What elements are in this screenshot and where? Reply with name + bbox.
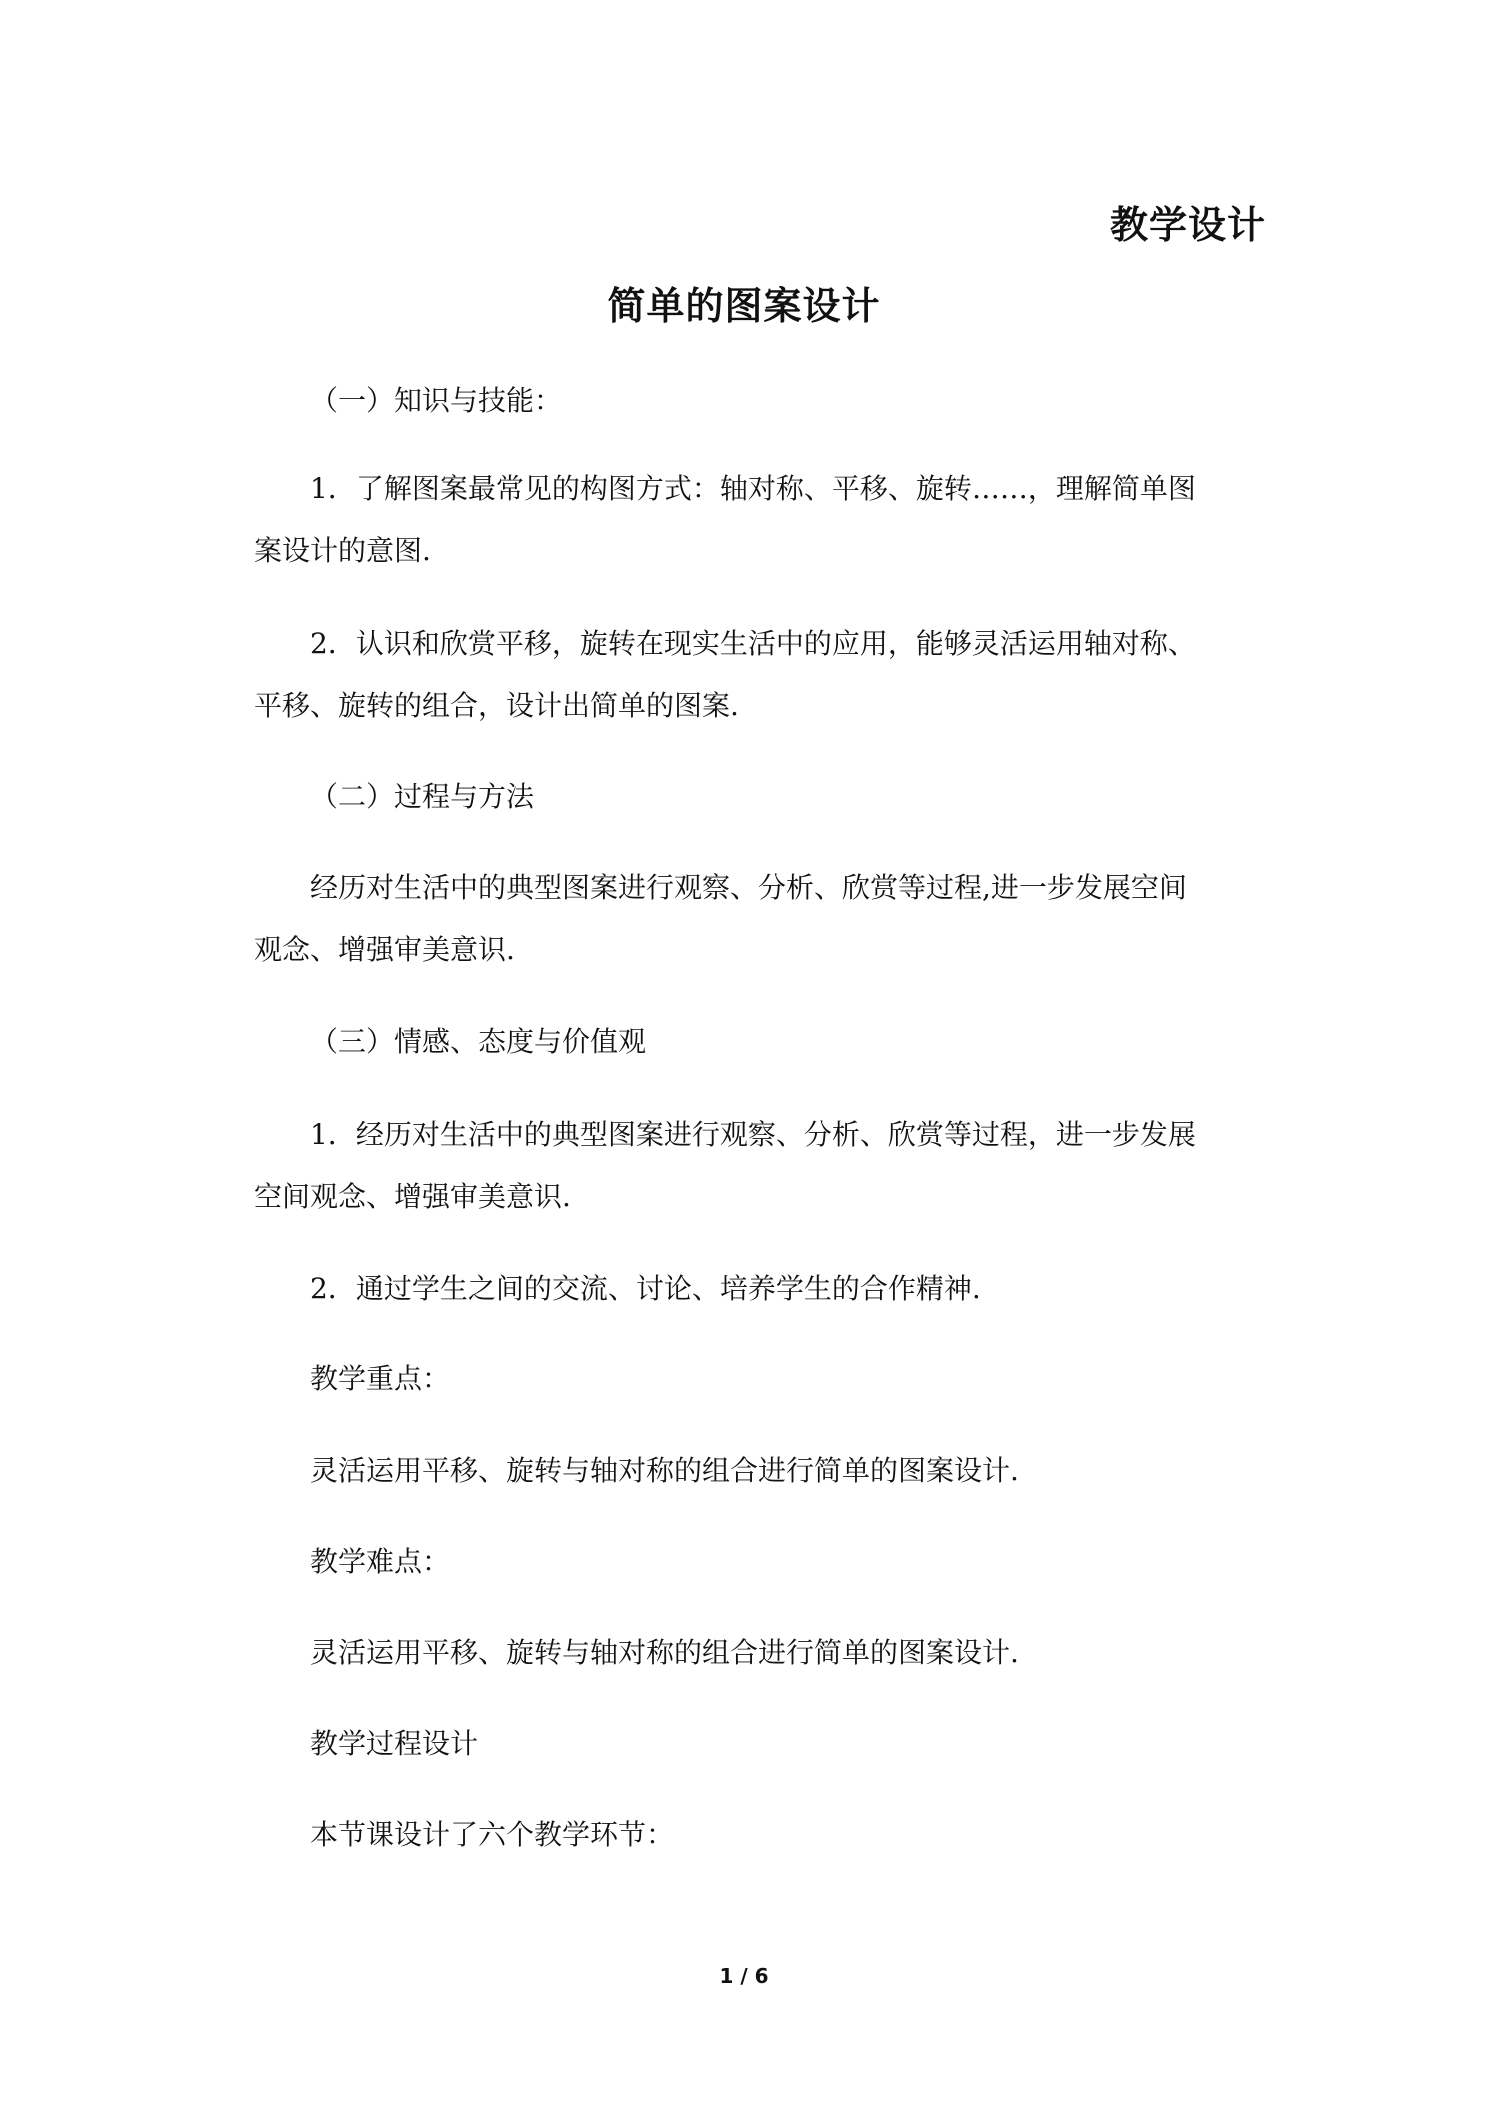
- paragraph-line: 经历对生活中的典型图案进行观察、分析、欣赏等过程,进一步发展空间: [310, 871, 1187, 904]
- process-text: 本节课设计了六个教学环节：: [310, 1818, 675, 1851]
- paragraph-line: 1．经历对生活中的典型图案进行观察、分析、欣赏等过程，进一步发展: [310, 1118, 1196, 1151]
- page-title: 简单的图案设计: [607, 284, 881, 328]
- doc-type-heading: 教学设计: [1109, 203, 1266, 247]
- section-heading-attitude: （三）情感、态度与价值观: [310, 1025, 647, 1058]
- page-number: 1 / 6: [719, 1964, 769, 1988]
- paragraph-line: 1．了解图案最常见的构图方式：轴对称、平移、旋转……，理解简单图: [310, 472, 1196, 505]
- paragraph-line: 2．通过学生之间的交流、讨论、培养学生的合作精神.: [310, 1272, 981, 1305]
- section-heading-knowledge: （一）知识与技能：: [310, 384, 563, 417]
- difficulty-label: 教学难点：: [310, 1545, 451, 1578]
- paragraph-line: 平移、旋转的组合，设计出简单的图案.: [254, 689, 739, 722]
- section-heading-process: （二）过程与方法: [310, 780, 535, 813]
- key-points-label: 教学重点：: [310, 1362, 451, 1395]
- difficulty-text: 灵活运用平移、旋转与轴对称的组合进行简单的图案设计.: [310, 1636, 1019, 1669]
- paragraph-line: 2．认识和欣赏平移，旋转在现实生活中的应用，能够灵活运用轴对称、: [310, 627, 1196, 660]
- paragraph-line: 空间观念、增强审美意识.: [254, 1180, 571, 1213]
- key-points-text: 灵活运用平移、旋转与轴对称的组合进行简单的图案设计.: [310, 1454, 1019, 1487]
- process-label: 教学过程设计: [310, 1727, 479, 1760]
- paragraph-line: 案设计的意图.: [254, 534, 431, 567]
- paragraph-line: 观念、增强审美意识.: [254, 933, 515, 966]
